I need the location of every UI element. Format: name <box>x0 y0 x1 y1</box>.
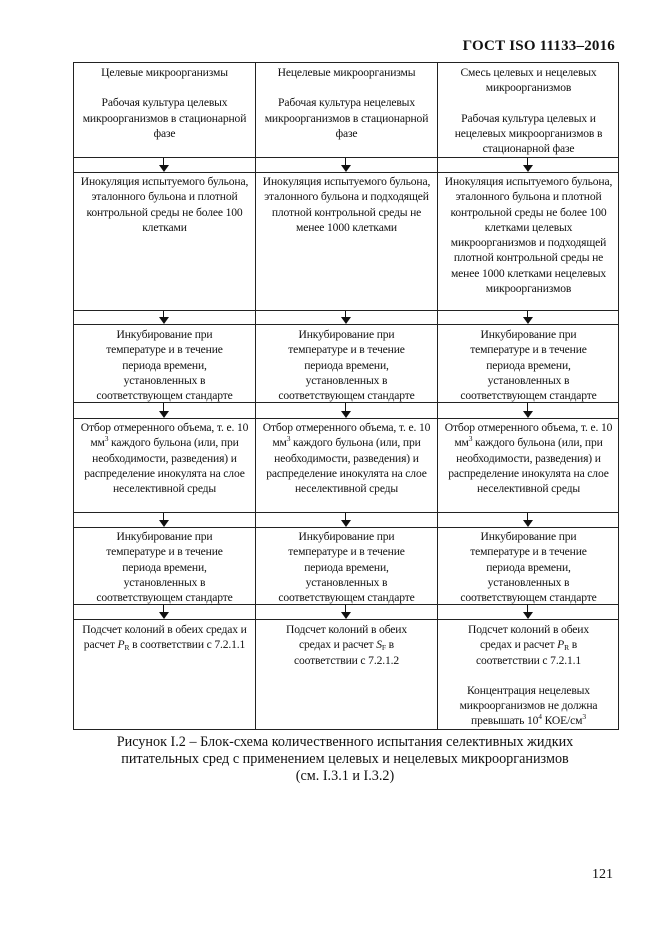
col3-title: Смесь целевых и нецелевых микроорганизмов <box>460 66 597 95</box>
arrow-down-icon <box>340 403 352 418</box>
col3-incubation-2: Инкубирование при температуре и в течение периода времени, установленных в соответствующем стандарте <box>460 530 597 605</box>
column-divider <box>437 62 438 730</box>
arrow-down-icon <box>522 605 534 619</box>
col1-inoculation: Инокуляция испытуемого бульона, эталонного бульона и плотной контрольной среды не более 100 клетками <box>80 175 249 234</box>
row-divider <box>73 324 619 325</box>
col3-header-cell <box>441 65 616 156</box>
col2-incubation-1: Инкубирование при температуре и в течение периода времени, установленных в соответствующем стандарте <box>278 328 415 403</box>
col3-incubation-1: Инкубирование при температуре и в течение периода времени, установленных в соответствующем стандарте <box>460 328 597 403</box>
col2-title: Нецелевые микроорганизмы <box>277 66 416 79</box>
column-divider <box>255 62 256 730</box>
arrow-down-icon <box>158 158 170 172</box>
table-border-bottom <box>73 729 619 730</box>
row-divider <box>73 527 619 528</box>
col1-colony-count: Подсчет колоний в обеих средах и расчет $P_R$ в соответствии с 7.2.1.1 <box>82 623 247 653</box>
arrow-down-icon <box>522 158 534 172</box>
arrow-down-icon <box>340 311 352 324</box>
col1-title: Целевые микроорганизмы <box>101 66 228 79</box>
arrow-down-icon <box>522 513 534 527</box>
col1-sampling: Отбор отмеренного объема, т. е. 10 $мм^3$ каждого бульона (или, при необходимости, разведения) и распределение инокулята на слое неселективной среды <box>80 421 249 496</box>
arrow-down-icon <box>522 311 534 324</box>
table-border-right <box>618 62 619 730</box>
arrow-down-icon <box>340 605 352 619</box>
col1-header-cell <box>77 65 252 141</box>
col3-sampling: Отбор отмеренного объема, т. е. 10 $мм^3$ каждого бульона (или, при необходимости, разведения) и распределение инокулята на слое неселективной среды <box>444 421 613 496</box>
col2-colony-count: Подсчет колоний в обеих средах и расчет $S_F$ в соответствии с 7.2.1.2 <box>286 623 407 667</box>
col1-incubation-1: Инкубирование при температуре и в течение периода времени, установленных в соответствующем стандарте <box>96 328 233 403</box>
caption-line: Рисунок I.2 – Блок-схема количественного испытания селективных жидких <box>116 734 574 750</box>
arrow-down-icon <box>340 513 352 527</box>
arrow-down-icon <box>340 158 352 172</box>
col2-header-cell <box>259 65 434 141</box>
arrow-down-icon <box>158 403 170 418</box>
col3-colony-count: Подсчет колоний в обеих средах и расчет $P_R$ в соответствии с 7.2.1.1 Концентрация нецелевых микроорганизмов не должна превышать $10^4$ КОЕ/$см^3$ <box>451 622 606 729</box>
flowchart-table <box>73 62 619 730</box>
row-divider <box>73 418 619 419</box>
arrow-down-icon <box>158 513 170 527</box>
col3-culture: Рабочая культура целевых и нецелевых микроорганизмов в стационарной фазе <box>454 111 603 156</box>
table-border-left <box>73 62 74 730</box>
row-divider <box>73 619 619 620</box>
col1-incubation-2: Инкубирование при температуре и в течение периода времени, установленных в соответствующем стандарте <box>96 530 233 605</box>
col2-inoculation: Инокуляция испытуемого бульона, эталонного бульона и подходящей плотной контрольной среды не менее 1000 клетками <box>262 175 431 234</box>
col1-culture: Рабочая культура целевых микроорганизмов в стационарной фазе <box>82 96 247 140</box>
page-number: 121 <box>592 867 613 882</box>
arrow-down-icon <box>158 605 170 619</box>
col2-culture: Рабочая культура нецелевых микроорганизмов в стационарной фазе <box>264 96 429 140</box>
caption-line: питательных сред с применением целевых и нецелевых микроорганизмов <box>121 751 569 767</box>
row-divider <box>73 172 619 173</box>
col2-incubation-2: Инкубирование при температуре и в течение периода времени, установленных в соответствующем стандарте <box>278 530 415 605</box>
table-border-top <box>73 62 619 63</box>
standard-designation: ГОСТ ISO 11133–2016 <box>462 38 615 54</box>
arrow-down-icon <box>522 403 534 418</box>
col3-note: Концентрация нецелевых микроорганизмов не должна превышать $10^4$ КОЕ/$см^3$ <box>459 683 598 728</box>
col3-inoculation: Инокуляция испытуемого бульона, эталонного бульона и плотной контрольной среды не более 100 клетками целевых микроорганизмов и подходящей плотной контрольной среды не менее 1000 клетками нецелевых микроорганизмов <box>444 175 613 296</box>
caption-line: (см. I.3.1 и I.3.2) <box>295 768 395 784</box>
arrow-down-icon <box>158 311 170 324</box>
figure-caption <box>60 734 630 785</box>
col2-sampling: Отбор отмеренного объема, т. е. 10 $мм^3$ каждого бульона (или, при необходимости, разведения) и распределение инокулята на слое неселективной среды <box>262 421 431 496</box>
